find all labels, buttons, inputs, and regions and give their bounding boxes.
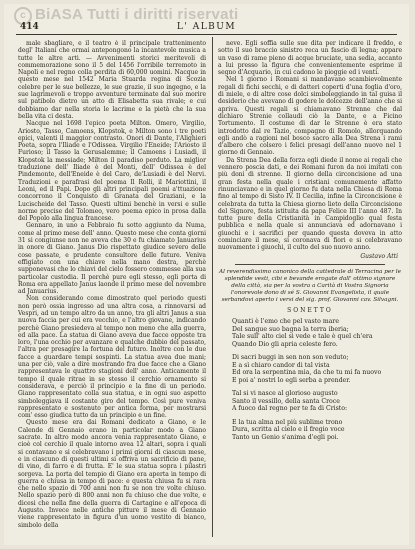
poem-line: E poi a' nostri lo egli serba a prender. <box>232 376 351 384</box>
poem-line: A fuoco dal regno per te fa di Cristo: <box>232 405 348 413</box>
poem-line: Quando Dio gli apria celeste fero. <box>232 340 338 348</box>
journal-title: L' ALBUM <box>176 22 237 32</box>
poem-line: Dura, scritta al cielo e il fregio voce <box>232 426 345 434</box>
poem-line: E la tua alma nel più sublime trono <box>232 418 343 426</box>
poem-line: Del sangue suo bagna la terra iberia; <box>232 325 349 333</box>
page-number: 414 <box>20 22 39 32</box>
right-column <box>218 40 402 532</box>
paragraph: Nel 1 giorno i Romani si mandavano scambievolmente regali di fichi secchi, e di datteri coperti d'una foglia d'oro, di miele, e di altre cose dolci simboleggiando in tal guisa il desiderio che avevano di godere le dolcezze dell'anno che si apriva. Questi regali si chiamavano Strenne che dal dichiaro Strenie collaudi ciò la Dante, e a Ficino Tortumento. Il costume di dar le Strenne è era stato introdotto dal re Tazio, compagno di Romolo, allorquando egli andò a ragioni nel bosco sacro alla Dea Strena i rami d'albero che colsero i felici presagi dell'anno nuovo nel 1 giorno di Gennaio. <box>218 76 402 157</box>
left-column <box>18 40 206 532</box>
poem-line: Di sacri buggi in sen non son veduto; <box>232 354 349 362</box>
author-signature: Gustavo Atti <box>360 252 398 260</box>
poem-dedication: Al reverendissimo canonico della cattedrale di Terracina per le splendide vesti, cibi e bevande erogate dall' ottimo signore della città, sia per la vostra a Carità di Vostra Signoria l'onorevole dono di sé S. Giovanni Evangelista, il quale serbandovi aperto i versi del sig. prof. Giovanni cav. Silvagni. <box>219 268 401 303</box>
page-header <box>16 22 397 35</box>
paragraph: Non considerando come dimostrato quel periodo questi non però ossia ingresso ad una altra cosa, a rinnovarsi ad Vespri, ad un tempo altro da un anno, tra gli altri Janus a sua nuova faccia per cui era vecchio, e l'altro giovane, indicando perchè Giano presiedeva al tempo non meno che alla guerra, ed alla pace. La statua di Giano aveva due facce opposte tra loro, l'una occhio per avanzare e qualche dubbio del passato, l'altra per presagire la fortuna del futuro. Inoltre con le due facce a guardare tempi sospinti. La statua avea due mani; una per ciò, vale a dire mostrando fra due facce che a Giano rappresentava le quattro stagioni dell' anno. Anticamente il tempo il quale ritrae in se stesso il cerchio ornamento si considerava, e perciò il principio e la fine di un periodo. Giano rappresentato colla sua statua, e in ogni suo aspetto simboleggiava il costante giro del tempo. Così pure veniva rappresentato e sostenuto per antica forma, per mostrarsi com' esso giudica tutto da un principio e un fine. <box>18 295 206 420</box>
poem-line: Ed ora la serpentina mia, da che tu mi fa nuovo <box>232 369 382 377</box>
copyright-icon: c <box>14 7 32 25</box>
paragraph: Nacque nel 1698 l'epico poeta Milton. Omero, Virgilio, Ariosto, Tasso, Camoens, Klopstok, e Milton sono i tre poeti epici, valenti il maggior contrasto. Onori di Dante, l'Alighieri Poeta, sopra l'Iliade e l'Odissea. Virgilio l'Eneide; l'Ariosto il Furioso; il Tasso la Gerusalemme; il Camoens i Lusiadi, il Klopstok la messiade; Milton il paradiso perduto. La miglior traduzione dell' Iliade è del Monti, dell' Odissea è del Pindemonte, dell'Eneide è del Caro, de'Lusiadi è del Nervi. Traduzioni e parafrasi del poema Il Rolli, il Mariottini, il Leoni, ed il Papi. Dopo gli altri principali poemi a'ttuazione concorrono il Conquisto di Granata del Graziani, e la Lucischeide del Tasso. Questi ultimi benchè in versi e sulle norme precise del Tolomeo, vero poema epico in prosa dalla del Popolo alla lingua francese. <box>18 120 206 223</box>
paragraph: male sbagliare, e il teatro è il principale trattenimento degl' Italiani che ormai antepongono la incantevole musica a tutte le altre arti. — Avvenimenti storici meritevoli di commemorazione sono il 5 del 1456 l'orribile terremoto in Napoli e nel regno colla perdita di 60,000 uomini. Nacque in questo mese nel 1542 Maria Stuarda regina di Scozia celebre per le sue bellezze, le sue grazie, il suo ingegno, e la sue lagrimevoli e troppo avventure terminate dal suo morire sul patibolo dietro un atto di Elisabetta sua rivale; e cui dobbiamo dar nella storia le lacrime e la pietà che la sua bella vita ci desta. <box>18 40 206 120</box>
poem-line: E a sì chiaro candor di tal vista <box>232 361 330 369</box>
poem-line: Quanti è l'emo che pel vasto mare <box>232 318 340 326</box>
paragraph: Questo mese era dai Romani dedicato a Giano, e le Calende di Gennaio erano in particolar modo a Giano sacrate. In altro modo ancora venia rappresentato Giano, e cioè col cerchio il quale intorno avea 12 altari, sopra i quali si contavano e si celebravano i primi giorni di ciascun mese, e in ciascuno di questi ultimi si offriva un sacrificio di pane, di vino, di farro e di frutta. E' le sua statua sopra i pilastri sorgeva. La porta del tempio di Giano era aperta in tempo di guerra e chiusa in tempo di pace: e questa chiusa fu si rara che nello spazio di 700 anni non fu se non tre volte chiuso. Nello spazio però di 800 anni non fu chiuso che due volte, e dicesi che nella fine della guerra di Cartagine e all'epoca di Augusto. Invece nelle antiche pitture il mese di Gennaio viene rappresentato in figura d'un uomo vestito di bianco, simbolo della <box>18 419 206 529</box>
paragraph: neve. Egli soffia sulle sue dita per indicare il freddo, e sotto il suo braccio sinistro reca un fascio di legna; appare un vaso di rame pieno di acque bruciate, una sedia, accanto a lui presso la figura che convenientemente esprime il segno d'Acquario, in cui cadono le pioggie ed i venti. <box>218 40 402 77</box>
poem-line: Tal si vi nasce al glorioso augusto <box>232 390 338 398</box>
poem-line: Tanto un Genio s'anima d'egli poi. <box>232 433 339 441</box>
paragraph: Gennaro, in uno a Febbraio fu sotto aggiunto da Numa, come al primo mese dell' anno. Questo mese che conta giorni 31 si congiunse non ne aveva che 30 e fu chiamato Januarius in onore di Giano. Janus Dio rispettato giudice severo delle cose passate, e prudente consultore delle future. Veniva effigiato con una chiave nella mano destra, perchè supponevasi che lo chiavi del cielo fossero commesse alla sua particolar custodia. Il perchè pure egli stesso, egli porta di Roma era appellato Janus laonde il primo mese del novembre ad Januarius. <box>18 222 206 296</box>
sonnet <box>218 318 402 441</box>
scanned-page <box>4 4 409 545</box>
poem-heading: SONETTO <box>287 306 333 314</box>
column-divider <box>212 37 213 537</box>
poem-line: Tale sull' alto ciel si vede e tale è quel ch'era <box>232 333 373 341</box>
separator-rule <box>235 264 385 265</box>
watermark-text: BiASA Tutti i diritti riservati <box>35 6 239 23</box>
poem-line: Santo il vessillo, della santa Croce <box>232 397 340 405</box>
paragraph: Da Strena Dea della forza egli diede il nome ai regali che vennero poscia dati, e dei Romani furon da noi imitati con più doni di strenne. Il giorno della circoncisione ad una gran festa nella quale i cristiani comunemente affatto rinunciavano e in quel giorno fu data nella Chiesa di Roma fino al tempo di Sisto IV. Il Cecilia, infine la Circoncisione è celebrata da tutta la Chiesa giorno lieto della Circoncisione del Signore, festa istituita da papa Felice III l'anno 487. In tutte pure della Cristianità in Campidoglio qual festa pubblica e nella quale si annunciava ed adornavano i giuochi e i sacrifici per quando questa doveva in atto cominciare il mese, si coronava di fiori e si celebravano nuovamente i giuochi, il culto del suo nuovo anno. <box>218 156 402 252</box>
